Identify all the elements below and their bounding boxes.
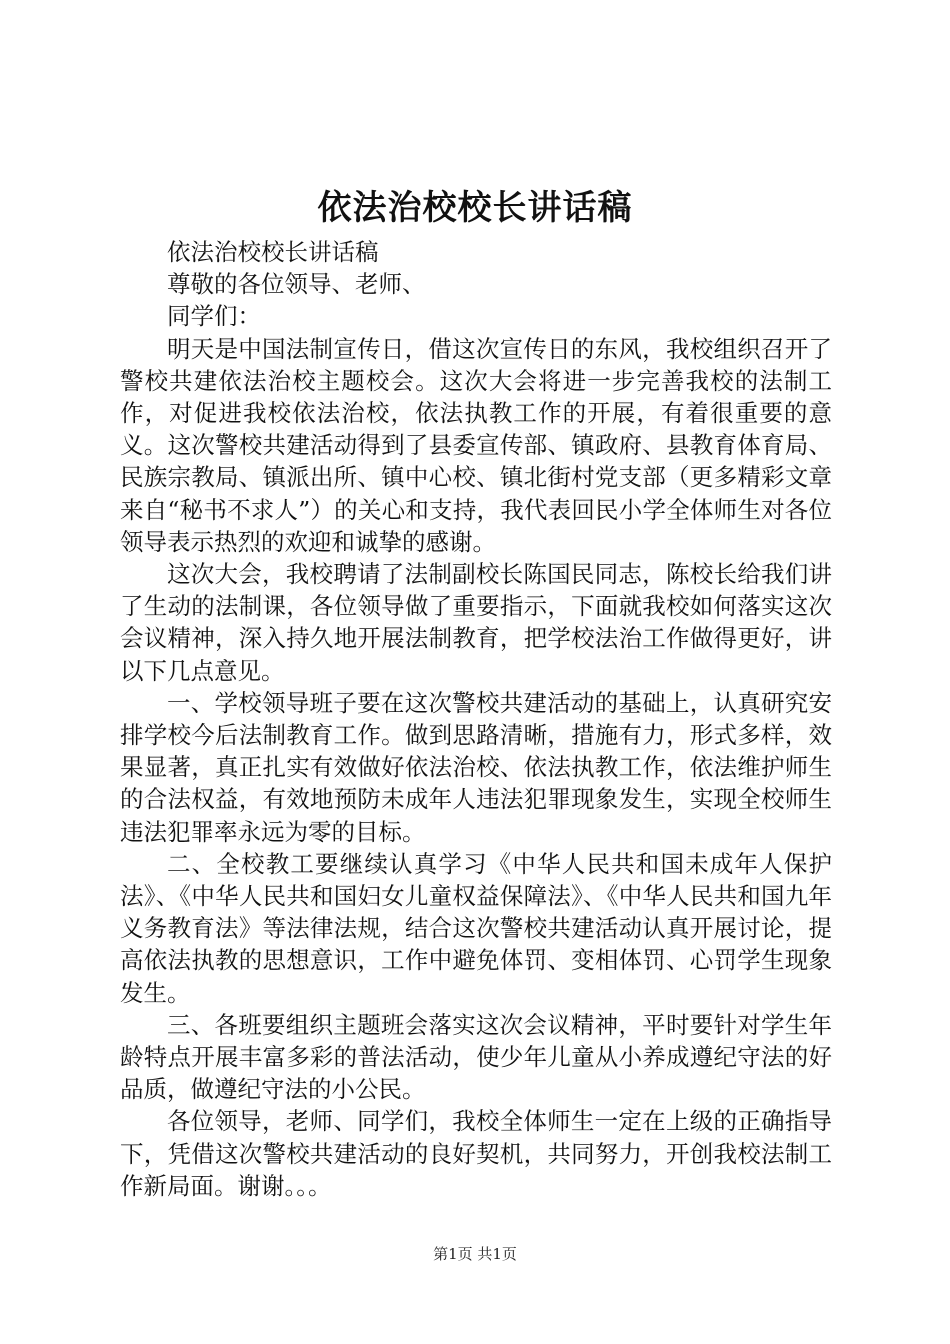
paragraph-subtitle: 依法治校校长讲话稿: [167, 238, 379, 266]
paragraph-salutation: 尊敬的各位领导、老师、: [167, 270, 426, 299]
paragraph-intro: 明天是中国法制宣传日，借这次宣传日的东风，我校组织召开了警校共建依法治校主题校会。这次大会将进一步完善我校的法制工作，对促进我校依法治校，依法执教工作的开展，有着很重要的意义。这次警校共建活动得到了县委宣传部、镇政府、县教育体育局、民族宗教局、镇派出所、镇中心校、镇北街村党支部（更多精彩文章来自“秘书不求人”）的关心和支持，我代表回民小学全体师生对各位领导表示热烈的欢迎和诚挚的感谢。: [120, 334, 832, 556]
paragraph-point-two: 二、全校教工要继续认真学习《中华人民共和国未成年人保护法》、《中华人民共和国妇女儿童权益保障法》、《中华人民共和国九年义务教育法》等法律法规，结合这次警校共建活动认真开展讨论，提高依法执教的思想意识，工作中避免体罚、变相体罚、心罚学生现象发生。: [120, 849, 832, 1007]
document-body: [120, 236, 832, 1202]
paragraph-point-one: 一、学校领导班子要在这次警校共建活动的基础上，认真研究安排学校今后法制教育工作。做到思路清晰，措施有力，形式多样，效果显著，真正扎实有效做好依法治校、依法执教工作，依法维护师生的合法权益，有效地预防未成年人违法犯罪现象发生，实现全校师生违法犯罪率永远为零的目标。: [120, 688, 832, 846]
document-title: 依法治校校长讲话稿: [317, 188, 633, 228]
paragraph-point-three: 三、各班要组织主题班会落实这次会议精神，平时要针对学生年龄特点开展丰富多彩的普法活动，使少年儿童从小养成遵纪守法的好品质，做遵纪守法的小公民。: [120, 1010, 832, 1104]
page-footer: 第1页 共1页: [433, 1245, 517, 1263]
paragraph-meeting: 这次大会，我校聘请了法制副校长陈国民同志，陈校长给我们讲了生动的法制课，各位领导做了重要指示，下面就我校如何落实这次会议精神，深入持久地开展法制教育，把学校法治工作做得更好，讲以下几点意见。: [120, 560, 832, 685]
paragraph-salutation-cont: 同学们：: [167, 302, 261, 331]
paragraph-closing: 各位领导，老师、同学们，我校全体师生一定在上级的正确指导下，凭借这次警校共建活动的良好契机，共同努力，开创我校法制工作新局面。谢谢。。。: [120, 1107, 832, 1200]
